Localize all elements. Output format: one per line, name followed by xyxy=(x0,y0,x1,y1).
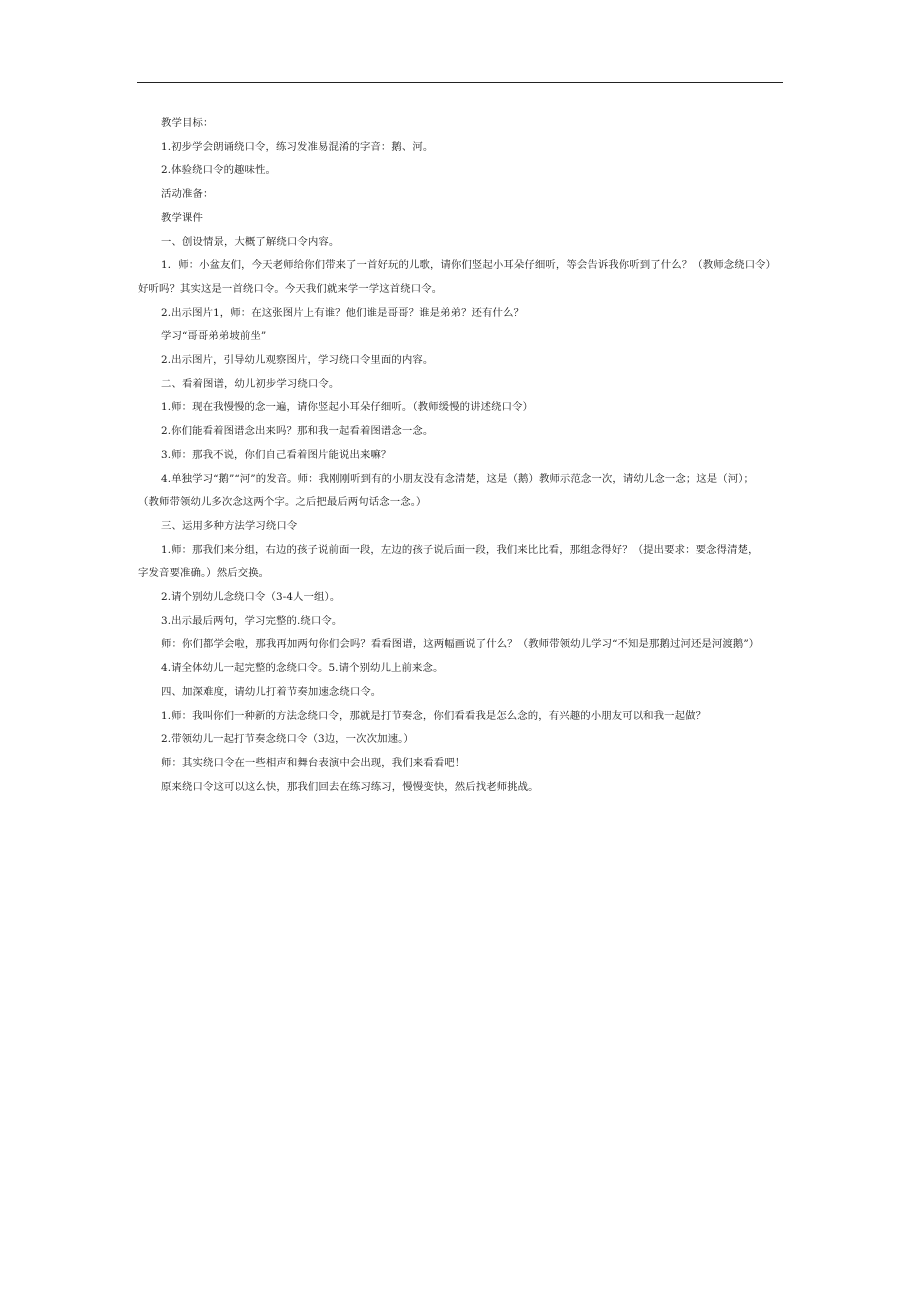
text-line: （教师带领幼儿多次念这两个字。之后把最后两句话念一念。） xyxy=(138,496,427,509)
text-line: 活动准备： xyxy=(161,188,214,201)
text-line: 教学课件 xyxy=(161,211,203,224)
text-line: 2.请个别幼儿念绕口令（3-4人一组）。 xyxy=(161,591,341,604)
text-line: 一、创设情景，大概了解绕口令内容。 xyxy=(161,235,340,248)
text-line: 好听吗？其实这是一首绕口令。今天我们就来学一学这首绕口令。 xyxy=(138,282,443,295)
header-rule xyxy=(137,82,783,83)
text-line: 1.师：我叫你们一种新的方法念绕口令，那就是打节奏念，你们看看我是怎么念的，有兴趣的小朋友可以和我一起做？ xyxy=(161,709,707,722)
text-line: 4.请全体幼儿一起完整的念绕口令。5.请个别幼儿上前来念。 xyxy=(161,662,444,675)
text-line: 4.单独学习“鹅”“河”的发音。师：我刚刚听到有的小朋友没有念清楚，这是（鹅）教师示范念一次，请幼儿念一念；这是（河）； xyxy=(161,472,755,485)
text-line: 二、看着图谱，幼儿初步学习绕口令。 xyxy=(161,377,340,390)
text-line: 教学目标： xyxy=(161,117,214,129)
text-line: 三、运用多种方法学习绕口令 xyxy=(161,519,298,532)
text-line: 学习“哥哥弟弟坡前坐” xyxy=(161,330,267,343)
text-line: 2.带领幼儿一起打节奏念绕口令（3边，一次次加速。） xyxy=(161,733,414,746)
text-line: 2.你们能看着图谱念出来吗？那和我一起看着图谱念一念。 xyxy=(161,425,434,438)
text-line: 原来绕口令这可以这么快，那我们回去在练习练习，慢慢变快，然后找老师挑战。 xyxy=(161,780,539,793)
text-line: 1.师：那我们来分组，右边的孩子说前面一段，左边的孩子说后面一段，我们来比比看，那组念得好？（提出要求：要念得清楚， xyxy=(161,543,759,556)
text-line: 字发音要准确。）然后交换。 xyxy=(138,567,270,580)
text-line: 1.师：现在我慢慢的念一遍，请你竖起小耳朵仔细听。（教师缓慢的讲述绕口令） xyxy=(161,401,534,414)
text-line: 1.初步学会朗诵绕口令，练习发准易混淆的字音：鹅、河。 xyxy=(161,140,434,153)
text-line: 2.体验绕口令的趣味性。 xyxy=(161,164,277,177)
text-line: 2.出示图片，引导幼儿观察图片，学习绕口令里面的内容。 xyxy=(161,354,434,367)
text-line: 3.出示最后两句，学习完整的.绕口令。 xyxy=(161,614,343,627)
text-line: 3.师：那我不说，你们自己看着图片能说出来嘛？ xyxy=(161,448,392,461)
text-line: 四、加深难度，请幼儿打着节奏加速念绕口令。 xyxy=(161,685,382,698)
text-line: 2.出示图片1，师：在这张图片上有谁？他们谁是哥哥？谁是弟弟？还有什么？ xyxy=(161,306,525,319)
text-line: 师：其实绕口令在一些相声和舞台表演中会出现，我们来看看吧！ xyxy=(161,756,466,769)
text-line: 1．师：小盆友们，今天老师给你们带来了一首好玩的儿歌，请你们竖起小耳朵仔细听，等会告诉我你听到了什么？（教师念绕口令） xyxy=(161,259,777,272)
document-body xyxy=(138,112,782,799)
text-line: 师：你们都学会啦，那我再加两句你们会吗？看看图谱，这两幅画说了什么？（教师带领幼儿学习“不知是那鹅过河还是河渡鹅”） xyxy=(161,638,760,651)
